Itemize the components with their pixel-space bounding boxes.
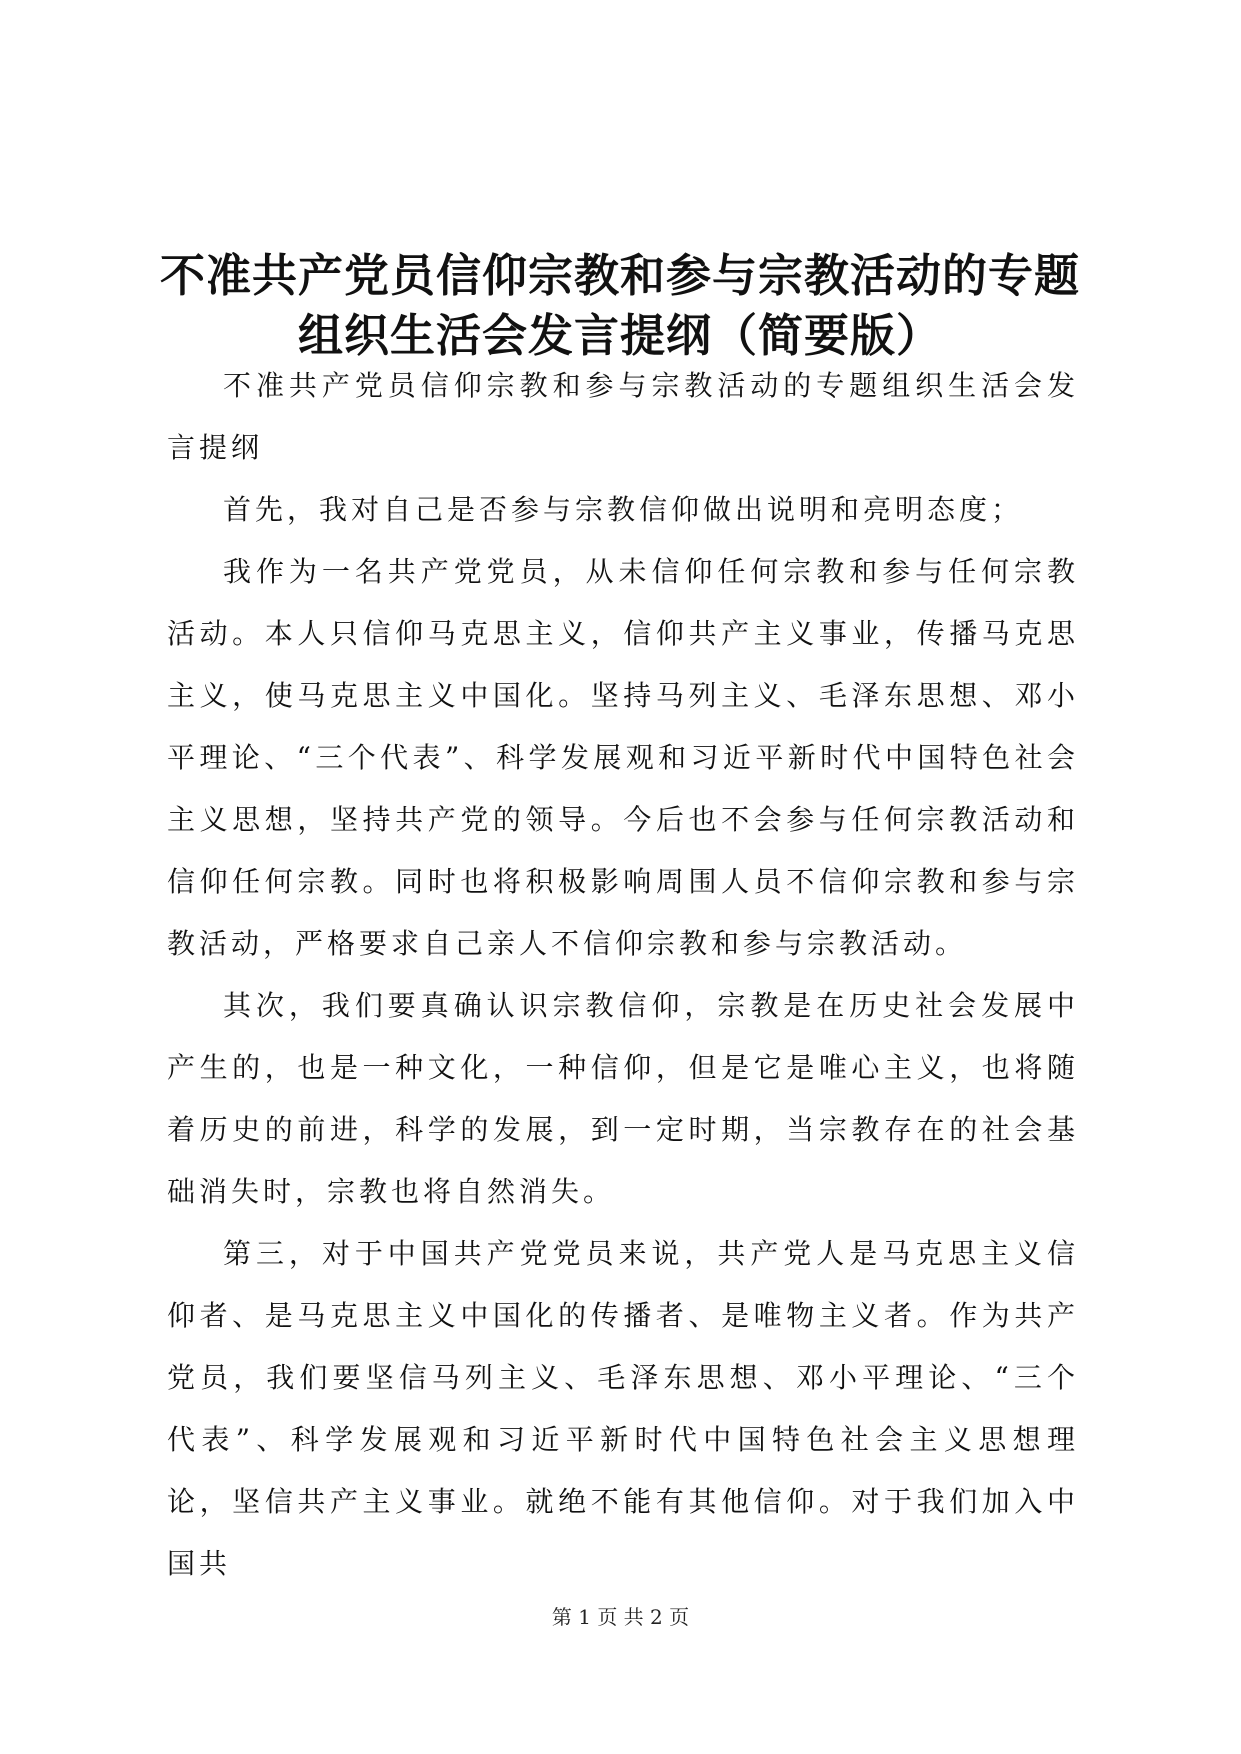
paragraph-second: 其次，我们要真确认识宗教信仰，宗教是在历史社会发展中产生的，也是一种文化，一种信仰，但是它是唯心主义，也将随着历史的前进，科学的发展，到一定时期，当宗教存在的社会基础消失时，宗教也将自然消失。 (167, 989, 1079, 1208)
paragraph-statement: 我作为一名共产党党员，从未信仰任何宗教和参与任何宗教活动。本人只信仰马克思主义，信仰共产主义事业，传播马克思主义，使马克思主义中国化。坚持马列主义、毛泽东思想、邓小平理论、“三个代表”、科学发展观和习近平新时代中国特色社会主义思想，坚持共产党的领导。今后也不会参与任何宗教活动和信仰任何宗教。同时也将积极影响周围人员不信仰宗教和参与宗教活动，严格要求自己亲人不信仰宗教和参与宗教活动。 (167, 555, 1079, 960)
title-line-1: 不准共产党员信仰宗教和参与宗教活动的专题 (159, 249, 1080, 303)
paragraph-first: 首先，我对自己是否参与宗教信仰做出说明和亮明态度； (223, 493, 1024, 526)
page-number-footer: 第 1 页 共 2 页 (551, 1605, 690, 1629)
paragraph-third: 第三，对于中国共产党党员来说，共产党人是马克思主义信仰者、是马克思主义中国化的传播者、是唯物主义者。作为共产党员，我们要坚信马列主义、毛泽东思想、邓小平理论、“三个代表”、科学发展观和习近平新时代中国特色社会主义思想理论，坚信共产主义事业。就绝不能有其他信仰。对于我们加入中国共 (167, 1237, 1079, 1580)
paragraph-subtitle: 不准共产党员信仰宗教和参与宗教活动的专题组织生活会发言提纲 (167, 369, 1079, 464)
title-line-2: 组织生活会发言提纲（简要版） (297, 309, 942, 363)
document-title (120, 246, 1120, 366)
document-body (167, 355, 1079, 1595)
